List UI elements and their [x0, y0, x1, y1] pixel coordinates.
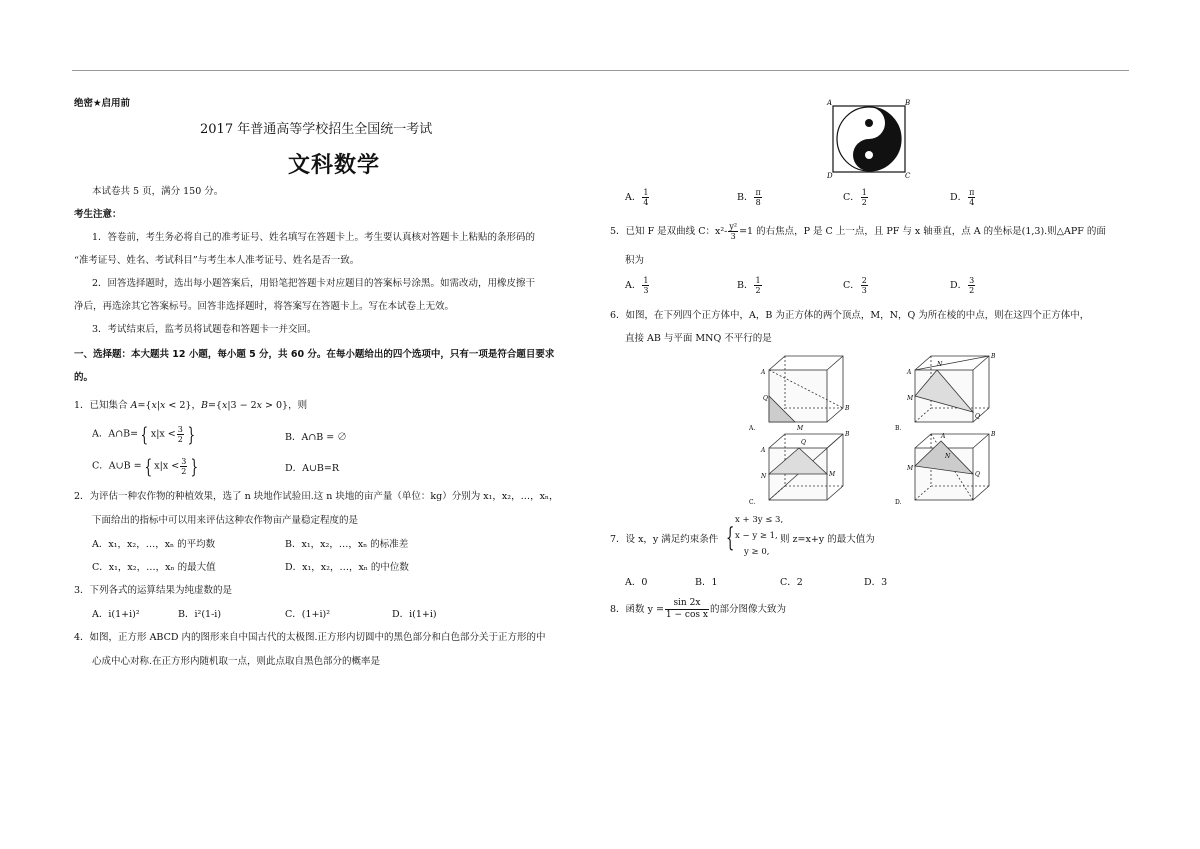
notice-3: 3．考试结束后，监考员将试题卷和答题卡一并交回。 [92, 324, 317, 335]
cube-b-vertex-q: Q [975, 413, 980, 420]
notice-title: 考生注意： [74, 209, 122, 220]
notice-1a: 1．答卷前，考生务必将自己的准考证号、姓名填写在答题卡上。考生要认真核对答题卡上粘贴的条形码的 [92, 232, 536, 243]
cube-a-vertex-m: M [797, 425, 804, 432]
cube-b-vertex-b: B [991, 353, 996, 360]
q5-option-d: D． $\frac{3}{2}$ [950, 276, 975, 295]
taiji-label-b: B [905, 99, 911, 107]
q7-suffix: 则 z=x+y 的最大值为 [780, 534, 875, 545]
q6-line1: 6．如图，在下列四个正方体中，A，B 为正方体的两个顶点，M，N，Q 为所在棱的中点，则在这四个正方体中， [610, 310, 1090, 321]
cube-c-vertex-q: Q [801, 439, 806, 446]
notice-1b: “准考证号、姓名、考试科目”与考生本人准考证号、姓名是否一致。 [74, 255, 360, 266]
q7-prefix: 7．设 x，y 满足约束条件 [610, 534, 719, 545]
cube-c-vertex-m: M [829, 471, 836, 478]
cube-c [769, 434, 843, 500]
q2-line2: 下面给出的指标中可以用来评估这种农作物亩产量稳定程度的是 [92, 515, 359, 526]
cube-b-label: B. [895, 425, 902, 432]
secret-label: 绝密★启用前 [74, 98, 131, 109]
q6-line2: 直接 AB 与平面 MNQ 不平行的是 [625, 333, 772, 344]
q2-line1: 2．为评估一种农作物的种植效果，选了 n 块地作试验田.这 n 块地的亩产量（单位：kg）分别为 x₁，x₂，…，xₙ， [74, 491, 559, 502]
q4-option-c: C． $\frac{1}{2}$ [843, 188, 867, 207]
cube-a-label: A. [749, 425, 756, 432]
notice-2b: 净后，再选涂其它答案标号。回答非选择题时，将答案写在答题卡上。写在本试卷上无效。 [74, 301, 455, 312]
q7-cond-3: y ≥ 0, [744, 547, 770, 557]
cube-d [915, 434, 989, 500]
q3-option-b: B．i²(1-i) [178, 609, 222, 620]
q1-option-d: D．A∪B=R [285, 463, 340, 474]
taiji-label-a: A [827, 99, 833, 107]
cube-a-vertex-a: A [761, 369, 766, 376]
cube-d-vertex-b: B [991, 431, 996, 438]
q3-option-d: D．i(1+i) [392, 609, 437, 620]
cube-d-vertex-m: M [907, 465, 914, 472]
q5-option-c: C． $\frac{2}{3}$ [843, 276, 867, 295]
q2-option-c: C．x₁，x₂，…，xₙ 的最大值 [92, 562, 216, 573]
q2-option-a: A．x₁，x₂，…，xₙ 的平均数 [92, 539, 216, 550]
q8-stem: 8．函数 y = $\frac{\sin 2x}{\text{1 − cos x}}$ 的部分图像大致为 [610, 598, 786, 620]
q7-option-b: B．1 [695, 577, 718, 588]
q4-option-d: D． $\frac{\pi}{4}$ [950, 188, 975, 207]
cube-b-vertex-a: A [907, 369, 912, 376]
q5-option-b: B． $\frac{1}{2}$ [737, 276, 761, 295]
taiji-figure [825, 98, 915, 180]
cube-c-vertex-b: B [845, 431, 850, 438]
cube-d-vertex-q: Q [975, 471, 980, 478]
cube-figures [745, 352, 1000, 507]
taiji-label-c: C [905, 172, 911, 180]
q2-option-d: D．x₁，x₂，…，xₙ 的中位数 [285, 562, 409, 573]
q2-option-b: B．x₁，x₂，…，xₙ 的标准差 [285, 539, 409, 550]
q4-option-a: A． $\frac{1}{4}$ [625, 188, 649, 207]
q1-option-a: A．A∩B= { x|x < $\frac{3}{2}$ } [92, 422, 196, 446]
cube-b-vertex-m: M [907, 395, 914, 402]
cube-d-vertex-n: N [945, 453, 951, 460]
cube-c-vertex-n: N [761, 473, 767, 480]
cube-c-vertex-a: A [761, 447, 766, 454]
intro-text: 本试卷共 5 页，满分 150 分。 [92, 186, 224, 197]
cube-d-label: D. [895, 499, 902, 506]
q7-cond-2: x − y ≥ 1, [735, 531, 778, 541]
cube-a-vertex-b: B [845, 405, 850, 412]
q3-option-a: A．i(1+i)² [92, 609, 140, 620]
q5-line1: 5．已知 F 是双曲线 C：x²- $\frac{\text{y²}}{3}$ =1 的右焦点，P 是 C 上一点，且 PF 与 x 轴垂直，点 A 的坐标是(1,3).则△APF 的面 [610, 222, 1106, 241]
cube-c-label: C. [749, 499, 756, 506]
q7-cond-1: x + 3y ≤ 3, [735, 515, 784, 525]
q1-option-b: B．A∩B = ∅ [285, 432, 347, 443]
subject-title: 文科数学 [288, 152, 381, 178]
q5-option-a: A． $\frac{1}{3}$ [625, 276, 649, 295]
q5-line2: 积为 [625, 255, 645, 266]
q1-stem: 1．已知集合 A={x|x < 2}，B={x|3 − 2x > 0}，则 [74, 400, 308, 411]
cube-b-vertex-n: N [937, 361, 943, 368]
q7-option-c: C．2 [780, 577, 803, 588]
q4-line2: 心成中心对称.在正方形内随机取一点，则此点取自黑色部分的概率是 [92, 656, 381, 667]
section1-heading-a: 一、选择题：本大题共 12 小题，每小题 5 分，共 60 分。在每小题给出的四个选项中，只有一项是符合题目要求 [74, 349, 555, 360]
header-rule [72, 70, 1129, 71]
cube-a [769, 356, 843, 422]
q7-option-a: A．0 [625, 577, 648, 588]
cube-d-vertex-a: A [941, 433, 946, 440]
cube-a-vertex-q: Q [763, 395, 768, 402]
exam-title: 2017 年普通高等学校招生全国统一考试 [200, 122, 433, 137]
taiji-label-d: D [827, 172, 833, 180]
q4-option-b: B． $\frac{\pi}{8}$ [737, 188, 761, 207]
q7-option-d: D．3 [864, 577, 888, 588]
q4-line1: 4．如图，正方形 ABCD 内的图形来自中国古代的太极图.正方形内切圆中的黑色部分和白色部分关于正方形的中 [74, 632, 546, 643]
q7-brace: { [726, 523, 735, 553]
q1-option-c: C．A∪B = { x|x < $\frac{3}{2}$ } [92, 454, 199, 478]
q3-option-c: C．(1+i)² [285, 609, 331, 620]
notice-2a: 2．回答选择题时，选出每小题答案后，用铅笔把答题卡对应题目的答案标号涂黑。如需改动，用橡皮擦干 [92, 278, 536, 289]
section1-heading-b: 的。 [74, 372, 94, 383]
q3-stem: 3．下列各式的运算结果为纯虚数的是 [74, 585, 233, 596]
